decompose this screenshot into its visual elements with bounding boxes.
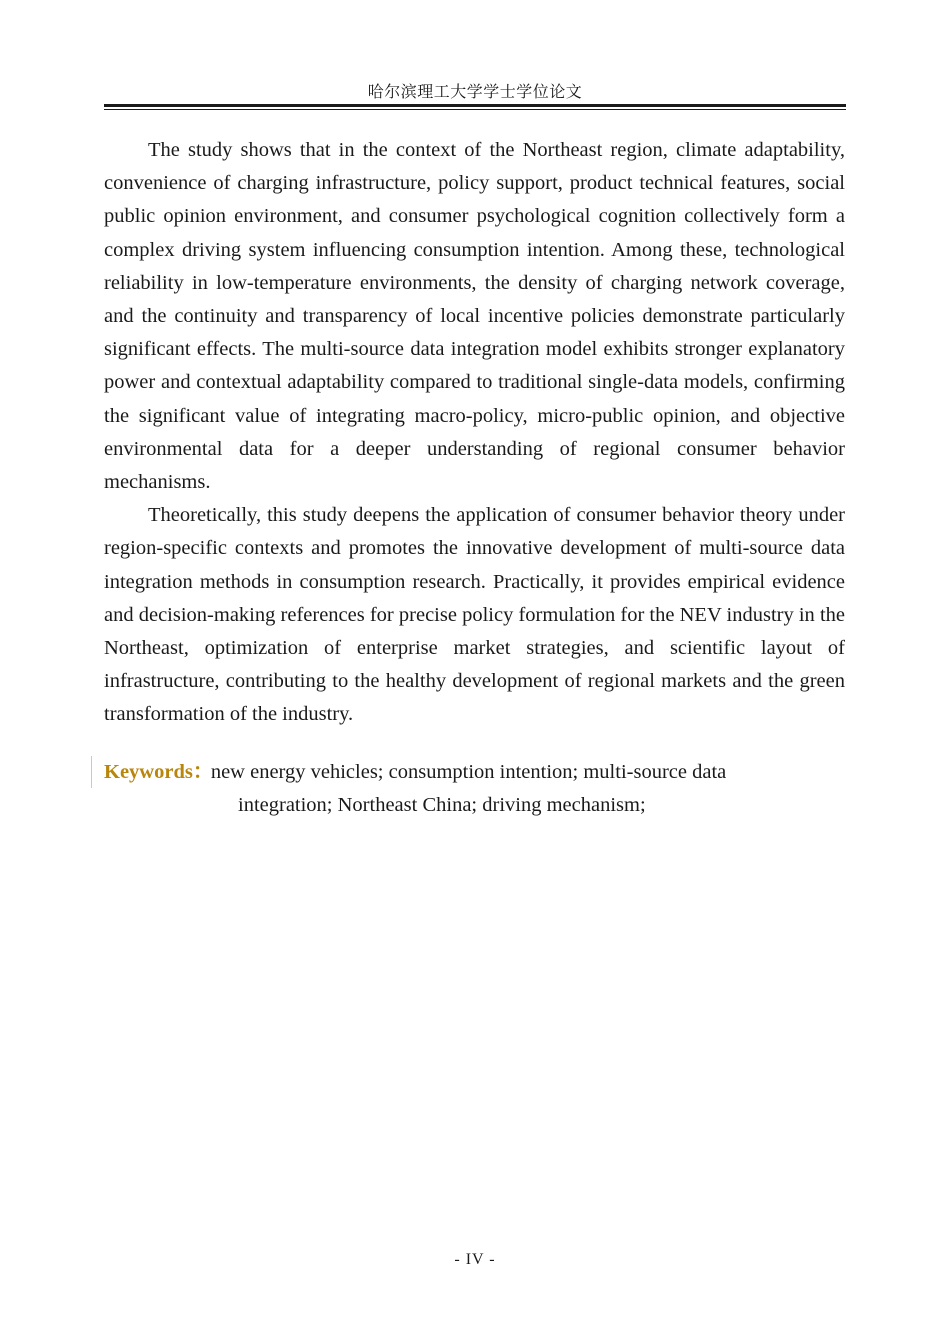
running-header: 哈尔滨理工大学学士学位论文 [367, 84, 583, 101]
abstract-paragraph-1: The study shows that in the context of the Northeast region, climate adaptability, convenience of charging infrastructure, policy support, product technical features, social public opinion environment, and consumer psychological cognition collectively form a complex driving system influencing consumption intention. Among these, technological reliability in low-temperature environments, the density of charging network coverage, and the continuity and transparency of local incentive policies demonstrate particularly significant effects. The multi-source data integration model exhibits stronger explanatory power and contextual adaptability compared to traditional single-data models, confirming the significant value of integrating macro-policy, micro-public opinion, and objective environmental data for a deeper understanding of regional consumer behavior mechanisms. [104, 139, 845, 494]
page-number: - IV - [454, 1251, 496, 1268]
abstract-paragraph-2: Theoretically, this study deepens the application of consumer behavior theory under region-specific contexts and promotes the innovative development of multi-source data integration methods in consumption research. Practically, it provides empirical evidence and decision-making references for precise policy formulation for the NEV industry in the Northeast, optimization of enterprise market strategies, and scientific layout of infrastructure, contributing to the healthy development of regional markets and the green transformation of the industry. [104, 504, 845, 726]
header-rule-thick [104, 104, 846, 107]
abstract-body [104, 134, 845, 732]
keywords-line-1 [104, 756, 846, 789]
keywords-block [104, 756, 846, 822]
text-cursor-bar [91, 756, 92, 788]
keywords-separator: ： [192, 761, 214, 783]
header-rule-thin [104, 109, 846, 110]
keywords-label: Keywords [104, 761, 193, 783]
keywords-text-line-1: new energy vehicles; consumption intention; multi-source data [210, 761, 727, 783]
keywords-line-2: integration; Northeast China; driving mechanism; [238, 794, 646, 816]
